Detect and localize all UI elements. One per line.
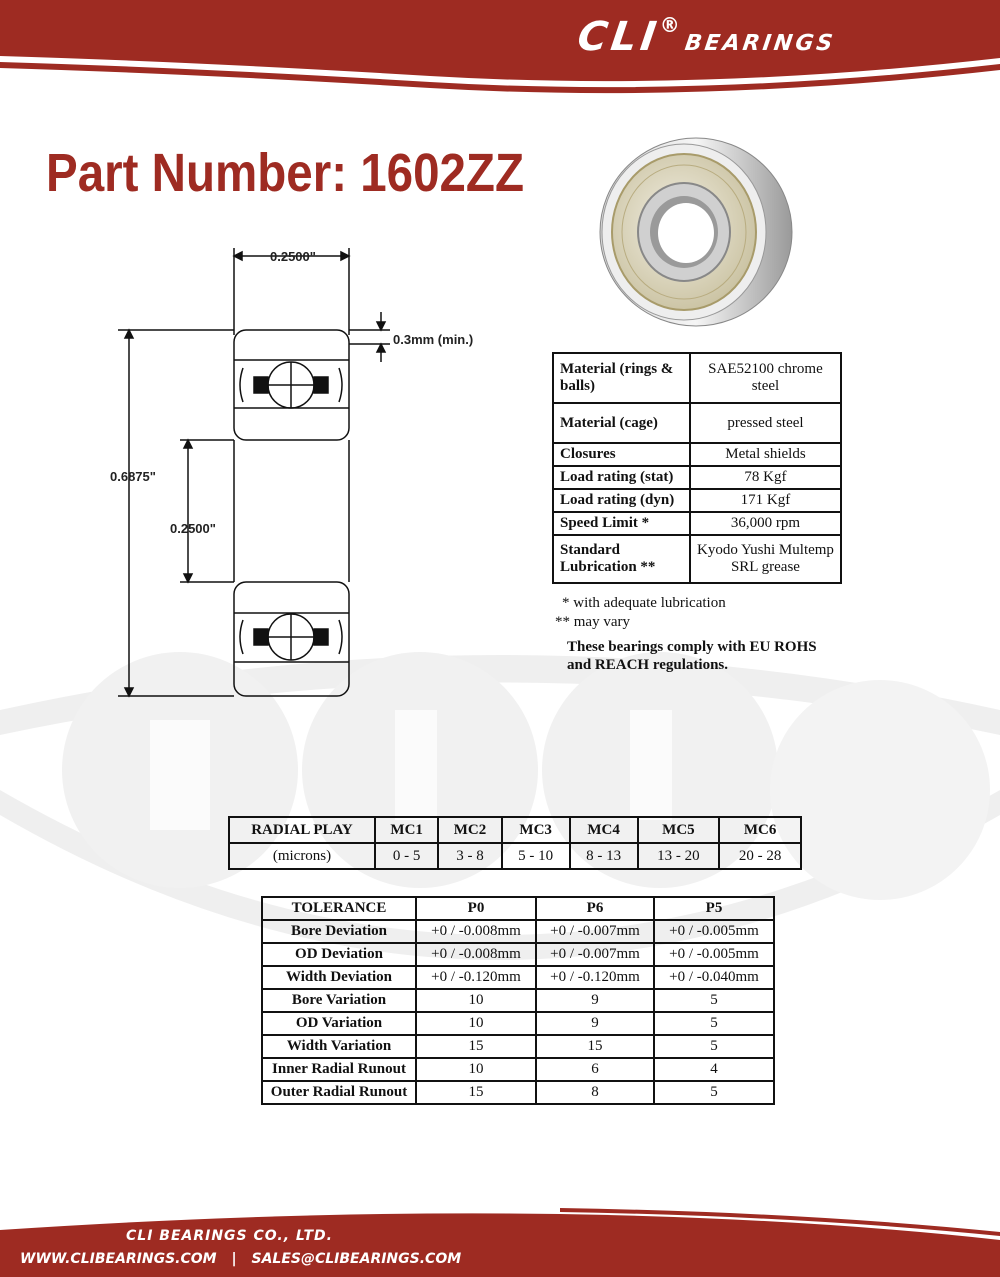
spec-key: Standard Lubrication ** <box>553 535 690 583</box>
tolerance-value: 9 <box>536 989 654 1012</box>
tolerance-value: 10 <box>416 1058 536 1081</box>
footnote-may-vary: ** may vary <box>555 614 630 630</box>
radial-play-header: RADIAL PLAY <box>229 817 375 843</box>
tolerance-label: OD Variation <box>262 1012 416 1035</box>
spec-value: 36,000 rpm <box>690 512 841 535</box>
tolerance-column: P5 <box>654 897 774 920</box>
radial-play-value: 8 - 13 <box>570 843 638 869</box>
tolerance-value: +0 / -0.005mm <box>654 920 774 943</box>
table-row <box>262 966 774 989</box>
footer-website-link[interactable]: WWW.CLIBEARINGS.COM <box>20 1251 217 1267</box>
brand-logo <box>574 13 838 60</box>
spec-key: Closures <box>553 443 690 466</box>
spec-row <box>553 466 841 489</box>
tolerance-value: +0 / -0.005mm <box>654 943 774 966</box>
radial-play-value: 20 - 28 <box>719 843 801 869</box>
spec-row <box>553 535 841 583</box>
tolerance-header-row <box>262 897 774 920</box>
spec-key: Material (rings & balls) <box>553 353 690 403</box>
radial-play-table <box>228 816 802 870</box>
footer-email-link[interactable]: SALES@CLIBEARINGS.COM <box>251 1251 462 1267</box>
compliance-line-1: These bearings comply with EU ROHS <box>567 639 817 655</box>
tolerance-value: 5 <box>654 1081 774 1104</box>
radial-play-values-row <box>229 843 801 869</box>
radial-play-column: MC1 <box>375 817 438 843</box>
specs-table <box>552 352 842 584</box>
spec-row <box>553 403 841 443</box>
radial-play-column: MC4 <box>570 817 638 843</box>
footnote-lubrication: * with adequate lubrication <box>562 595 726 611</box>
tolerance-label: OD Deviation <box>262 943 416 966</box>
table-row <box>262 1035 774 1058</box>
tolerance-column: P0 <box>416 897 536 920</box>
tolerance-value: +0 / -0.008mm <box>416 943 536 966</box>
table-row <box>262 989 774 1012</box>
footer-company: CLI BEARINGS CO., LTD. <box>126 1228 333 1244</box>
tolerance-label: Bore Deviation <box>262 920 416 943</box>
footer-separator: | <box>231 1251 237 1267</box>
spec-row <box>553 489 841 512</box>
tolerance-value: 4 <box>654 1058 774 1081</box>
tolerance-table <box>261 896 775 1105</box>
spec-value: Kyodo Yushi Multemp SRL grease <box>690 535 841 583</box>
spec-row <box>553 512 841 535</box>
table-row <box>262 943 774 966</box>
radial-play-header-row <box>229 817 801 843</box>
radial-play-unit: (microns) <box>229 843 375 869</box>
brand-name: CLI <box>574 14 663 60</box>
tolerance-label: Width Variation <box>262 1035 416 1058</box>
radial-play-value: 13 - 20 <box>638 843 720 869</box>
radial-play-column: MC6 <box>719 817 801 843</box>
tolerance-value: 10 <box>416 989 536 1012</box>
tolerance-value: 5 <box>654 1012 774 1035</box>
tolerance-label: Bore Variation <box>262 989 416 1012</box>
tolerance-label: Width Deviation <box>262 966 416 989</box>
tolerance-value: 15 <box>416 1081 536 1104</box>
bearing-photo <box>596 134 796 330</box>
tolerance-value: 6 <box>536 1058 654 1081</box>
spec-row <box>553 353 841 403</box>
tolerance-header: TOLERANCE <box>262 897 416 920</box>
spec-value: 78 Kgf <box>690 466 841 489</box>
radial-play-value: 0 - 5 <box>375 843 438 869</box>
spec-key: Material (cage) <box>553 403 690 443</box>
spec-row <box>553 443 841 466</box>
radial-play-column: MC3 <box>502 817 570 843</box>
spec-value: SAE52100 chrome steel <box>690 353 841 403</box>
tolerance-value: +0 / -0.007mm <box>536 943 654 966</box>
radial-play-value: 5 - 10 <box>502 843 570 869</box>
tolerance-label: Outer Radial Runout <box>262 1081 416 1104</box>
tolerance-label: Inner Radial Runout <box>262 1058 416 1081</box>
tolerance-value: +0 / -0.007mm <box>536 920 654 943</box>
dim-outer-diameter: 0.6875" <box>110 469 156 484</box>
header-band <box>0 0 1000 95</box>
tolerance-value: 5 <box>654 1035 774 1058</box>
radial-play-column: MC5 <box>638 817 720 843</box>
page-title: Part Number: 1602ZZ <box>46 143 524 203</box>
table-row <box>262 1058 774 1081</box>
spec-key: Load rating (stat) <box>553 466 690 489</box>
tolerance-value: 15 <box>536 1035 654 1058</box>
table-row <box>262 920 774 943</box>
registered-mark: ® <box>659 13 680 37</box>
dim-bore: 0.2500" <box>170 521 216 536</box>
radial-play-value: 3 - 8 <box>438 843 501 869</box>
dim-chamfer: 0.3mm (min.) <box>393 332 474 347</box>
tolerance-value: 9 <box>536 1012 654 1035</box>
tolerance-value: +0 / -0.120mm <box>416 966 536 989</box>
tolerance-value: 5 <box>654 989 774 1012</box>
tolerance-value: 8 <box>536 1081 654 1104</box>
compliance-line-2: and REACH regulations. <box>567 657 729 673</box>
tolerance-value: 15 <box>416 1035 536 1058</box>
spec-value: pressed steel <box>690 403 841 443</box>
tolerance-value: 10 <box>416 1012 536 1035</box>
table-row <box>262 1081 774 1104</box>
spec-value: Metal shields <box>690 443 841 466</box>
spec-key: Load rating (dyn) <box>553 489 690 512</box>
radial-play-column: MC2 <box>438 817 501 843</box>
spec-key: Speed Limit * <box>553 512 690 535</box>
tolerance-value: +0 / -0.120mm <box>536 966 654 989</box>
tolerance-column: P6 <box>536 897 654 920</box>
dim-width: 0.2500" <box>270 249 316 264</box>
table-row <box>262 1012 774 1035</box>
brand-suffix: BEARINGS <box>683 31 838 56</box>
tolerance-value: +0 / -0.040mm <box>654 966 774 989</box>
footer-links <box>20 1251 461 1267</box>
tolerance-value: +0 / -0.008mm <box>416 920 536 943</box>
spec-value: 171 Kgf <box>690 489 841 512</box>
